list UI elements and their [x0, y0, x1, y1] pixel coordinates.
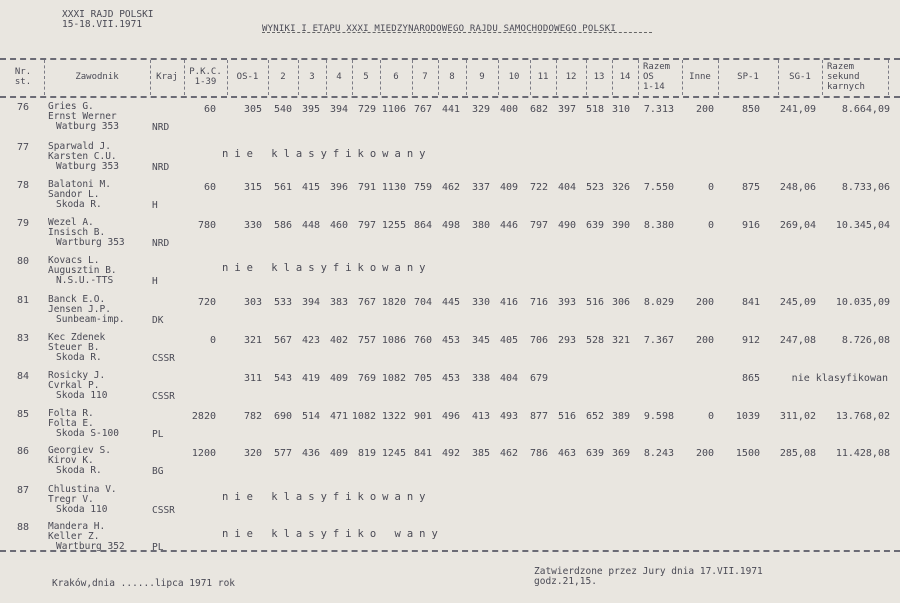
result-cell: 305: [243, 104, 262, 115]
car-model: Skoda 110: [56, 390, 108, 401]
result-cell: 493: [499, 411, 518, 422]
result-cell: 380: [471, 220, 490, 231]
result-cell: 8.029: [643, 297, 674, 308]
result-cell: 10.345,04: [835, 220, 890, 231]
start-number: 81: [17, 295, 30, 306]
header-text: SG-1: [789, 72, 811, 82]
header-nr: [2, 67, 44, 87]
result-cell: 60: [203, 104, 216, 115]
result-cell: 2820: [191, 411, 216, 422]
result-cell: 321: [243, 335, 262, 346]
not-classified-note: nie klasyfikowany: [222, 491, 432, 503]
crew-member: Gries G.: [48, 101, 94, 112]
car-model: Watburg 353: [56, 161, 119, 172]
result-cell: 200: [695, 335, 714, 346]
result-cell: 1039: [735, 411, 760, 422]
result-cell: 780: [197, 220, 216, 231]
result-cell: 320: [243, 448, 262, 459]
start-number: 80: [17, 256, 30, 267]
header-text: 5: [363, 72, 369, 82]
header-text: 9: [479, 72, 485, 82]
start-number: 87: [17, 485, 30, 496]
event-header: [62, 10, 154, 30]
header-c3: [298, 72, 326, 82]
result-cell: 200: [695, 297, 714, 308]
result-cell: 704: [413, 297, 432, 308]
result-cell: 311: [243, 373, 262, 384]
header-text: karnych: [827, 82, 865, 92]
result-cell: 423: [301, 335, 320, 346]
result-cell: 416: [499, 297, 518, 308]
header-text: st.: [14, 77, 32, 87]
result-cell: 912: [741, 335, 760, 346]
result-cell: 757: [357, 335, 376, 346]
result-cell: 402: [329, 335, 348, 346]
result-cell: 1500: [735, 448, 760, 459]
result-cell: 405: [499, 335, 518, 346]
result-cell: 652: [585, 411, 604, 422]
header-text: 2: [280, 72, 286, 82]
result-cell: 0: [707, 411, 714, 422]
header-razem_os: [638, 62, 687, 92]
table-bottom-rule: [0, 550, 900, 552]
header-c4: [326, 72, 352, 82]
result-cell: 722: [529, 182, 548, 193]
country: PL: [152, 429, 164, 440]
result-cell: 404: [557, 182, 576, 193]
country: DK: [152, 315, 164, 326]
not-classified-note: nie klasyfikowany: [222, 262, 432, 274]
result-cell: 409: [329, 373, 348, 384]
result-cell: 533: [273, 297, 292, 308]
result-cell: 705: [413, 373, 432, 384]
result-cell: 8.243: [643, 448, 674, 459]
result-cell: 690: [273, 411, 292, 422]
result-cell: 200: [695, 104, 714, 115]
header-c7: [412, 72, 438, 82]
result-cell: 463: [557, 448, 576, 459]
crew-member: Cvrkal P.: [48, 380, 100, 391]
result-cell: 864: [413, 220, 432, 231]
result-cell: 10.035,09: [835, 297, 890, 308]
header-text: 3: [309, 72, 315, 82]
result-cell: 720: [197, 297, 216, 308]
result-cell: 448: [301, 220, 320, 231]
result-cell: 567: [273, 335, 292, 346]
result-cell: 498: [441, 220, 460, 231]
country: H: [152, 276, 158, 287]
result-cell: 528: [585, 335, 604, 346]
header-text: Razem: [827, 62, 855, 72]
result-cell: 877: [529, 411, 548, 422]
header-inne: [682, 72, 718, 82]
result-cell: 345: [471, 335, 490, 346]
car-model: Sunbeam-imp.: [56, 314, 125, 325]
result-cell: 419: [301, 373, 320, 384]
result-cell: 241,09: [779, 104, 816, 115]
start-number: 78: [17, 180, 30, 191]
result-cell: 577: [273, 448, 292, 459]
result-cell: 445: [441, 297, 460, 308]
result-cell: 8.380: [643, 220, 674, 231]
header-pkc: [184, 67, 227, 87]
result-cell: 523: [585, 182, 604, 193]
result-cell: 786: [529, 448, 548, 459]
car-model: Skoda R.: [56, 199, 102, 210]
result-cell: 875: [741, 182, 760, 193]
result-cell: 436: [301, 448, 320, 459]
result-cell: 729: [357, 104, 376, 115]
result-cell: 767: [413, 104, 432, 115]
header-c11: [530, 72, 556, 82]
result-cell: 1245: [381, 448, 406, 459]
not-classified-note: nie klasyfikowany: [222, 148, 432, 160]
result-cell: 338: [471, 373, 490, 384]
start-number: 77: [17, 142, 30, 153]
car-model: Watburg 353: [56, 121, 119, 132]
header-text: 11: [537, 72, 549, 82]
crew-member: Folta E.: [48, 418, 94, 429]
result-cell: 390: [611, 220, 630, 231]
result-cell: 394: [329, 104, 348, 115]
result-cell: 767: [357, 297, 376, 308]
crew-member: Steuer B.: [48, 342, 100, 353]
country: NRD: [152, 122, 170, 133]
result-cell: 0: [209, 335, 216, 346]
result-cell: 409: [499, 182, 518, 193]
result-cell: 1200: [191, 448, 216, 459]
result-cell: 462: [499, 448, 518, 459]
crew-member: Kirov K.: [48, 455, 94, 466]
competitor: [48, 333, 105, 363]
header-c10: [498, 72, 530, 82]
header-text: Zawodnik: [75, 72, 119, 82]
result-cell: 413: [471, 411, 490, 422]
result-cell: 248,06: [779, 182, 816, 193]
car-model: Skoda S-100: [56, 428, 119, 439]
start-number: 79: [17, 218, 30, 229]
result-cell: 841: [741, 297, 760, 308]
header-text: 6: [393, 72, 399, 82]
car-model: N.S.U.-TTS: [56, 275, 114, 286]
crew-member: Balatoni M.: [48, 179, 111, 190]
header-text: Kraj: [156, 72, 178, 82]
event-name: XXXI RAJD POLSKI: [62, 9, 154, 20]
event-dates: 15-18.VII.1971: [62, 19, 143, 30]
crew-member: Sparwald J.: [48, 141, 111, 152]
competitor: [48, 142, 119, 172]
crew-member: Ernst Werner: [48, 111, 117, 122]
header-text: 12: [565, 72, 577, 82]
header-c2: [268, 72, 298, 82]
header-c6: [380, 72, 412, 82]
result-cell: 321: [611, 335, 630, 346]
result-cell: 385: [471, 448, 490, 459]
header-text: Razem: [643, 62, 671, 72]
not-classified-note: nie klasyfikowan: [791, 373, 888, 384]
result-cell: 389: [611, 411, 630, 422]
car-model: Skoda R.: [56, 352, 102, 363]
car-model: Wartburg 352: [56, 541, 125, 552]
competitor: [48, 522, 125, 552]
crew-member: Mandera H.: [48, 521, 106, 532]
header-c12: [556, 72, 586, 82]
result-cell: 639: [585, 220, 604, 231]
header-text: 13: [593, 72, 605, 82]
result-cell: 400: [499, 104, 518, 115]
crew-member: Chlustina V.: [48, 484, 117, 495]
result-cell: 759: [413, 182, 432, 193]
not-classified-note: nie klasyfiko wany: [222, 528, 444, 540]
result-cell: 245,09: [779, 297, 816, 308]
result-cell: 460: [329, 220, 348, 231]
header-kraj: [150, 72, 184, 82]
result-cell: 393: [557, 297, 576, 308]
country: CSSR: [152, 353, 175, 364]
result-cell: 8.664,09: [841, 104, 890, 115]
start-number: 84: [17, 371, 30, 382]
header-c13: [586, 72, 612, 82]
competitor: [48, 218, 125, 248]
country: NRD: [152, 238, 170, 249]
header-os1: [227, 72, 268, 82]
result-cell: 7.550: [643, 182, 674, 193]
result-cell: 453: [441, 373, 460, 384]
header-text: Nr.: [14, 67, 32, 77]
result-cell: 396: [329, 182, 348, 193]
result-cell: 200: [695, 448, 714, 459]
crew-member: Wezel A.: [48, 217, 94, 228]
country: PL: [152, 542, 164, 553]
result-cell: 1086: [381, 335, 406, 346]
header-text: 8: [449, 72, 455, 82]
header-text: OS: [643, 72, 654, 82]
result-cell: 7.367: [643, 335, 674, 346]
header-text: OS-1: [236, 72, 259, 82]
result-cell: 285,08: [779, 448, 816, 459]
result-cell: 311,02: [779, 411, 816, 422]
result-cell: 1130: [381, 182, 406, 193]
crew-member: Keller Z.: [48, 531, 100, 542]
header-sp1: [718, 72, 778, 82]
crew-member: Jensen J.P.: [48, 304, 111, 315]
header-sg1: [778, 72, 822, 82]
result-cell: 850: [741, 104, 760, 115]
competitor: [48, 256, 117, 286]
header-c14: [612, 72, 638, 82]
title-underline: [262, 32, 652, 33]
header-text: sekund: [827, 72, 860, 82]
result-cell: 9.598: [643, 411, 674, 422]
country: NRD: [152, 162, 170, 173]
document-title: WYNIKI I ETAPU XXXI MIEDZYNARODOWEGO RAJDU SAMOCHODOWEGO POLSKI: [262, 24, 616, 34]
competitor: [48, 295, 125, 325]
result-cell: 11.428,08: [835, 448, 890, 459]
crew-member: Rosicky J.: [48, 370, 106, 381]
result-cell: 415: [301, 182, 320, 193]
result-cell: 490: [557, 220, 576, 231]
result-cell: 306: [611, 297, 630, 308]
result-cell: 916: [741, 220, 760, 231]
header-c5: [352, 72, 380, 82]
result-cell: 8.733,06: [841, 182, 890, 193]
result-cell: 1820: [381, 297, 406, 308]
result-cell: 706: [529, 335, 548, 346]
start-number: 76: [17, 102, 30, 113]
result-cell: 492: [441, 448, 460, 459]
crew-member: Karsten C.U.: [48, 151, 117, 162]
result-cell: 782: [243, 411, 262, 422]
result-cell: 1322: [381, 411, 406, 422]
result-cell: 819: [357, 448, 376, 459]
result-cell: 303: [243, 297, 262, 308]
car-model: Skoda 110: [56, 504, 108, 515]
header-text: 7: [422, 72, 428, 82]
car-model: Skoda R.: [56, 465, 102, 476]
result-cell: 543: [273, 373, 292, 384]
result-cell: 0: [707, 220, 714, 231]
result-cell: 269,04: [779, 220, 816, 231]
result-cell: 395: [301, 104, 320, 115]
approval-time: godz.21,15.: [534, 576, 597, 587]
crew-member: Tregr V.: [48, 494, 94, 505]
header-text: 10: [508, 72, 520, 82]
result-cell: 516: [585, 297, 604, 308]
competitor: [48, 446, 111, 476]
country: BG: [152, 466, 164, 477]
result-cell: 1082: [381, 373, 406, 384]
result-cell: 797: [357, 220, 376, 231]
result-cell: 315: [243, 182, 262, 193]
result-cell: 639: [585, 448, 604, 459]
header-text: 4: [336, 72, 342, 82]
header-text: 1-14: [643, 82, 665, 92]
country: CSSR: [152, 391, 175, 402]
result-cell: 383: [329, 297, 348, 308]
signing-place-date: Kraków,dnia ......lipca 1971 rok: [52, 578, 236, 589]
crew-member: Sandor L.: [48, 189, 100, 200]
result-cell: 8.726,08: [841, 335, 890, 346]
result-cell: 561: [273, 182, 292, 193]
result-cell: 471: [329, 411, 348, 422]
result-cell: 337: [471, 182, 490, 193]
result-cell: 716: [529, 297, 548, 308]
start-number: 88: [17, 522, 30, 533]
result-cell: 369: [611, 448, 630, 459]
result-cell: 394: [301, 297, 320, 308]
crew-member: Kec Zdenek: [48, 332, 106, 343]
result-cell: 0: [707, 182, 714, 193]
result-cell: 769: [357, 373, 376, 384]
result-cell: 586: [273, 220, 292, 231]
result-cell: 326: [611, 182, 630, 193]
header-text: SP-1: [737, 72, 759, 82]
header-text: 14: [619, 72, 631, 82]
result-cell: 518: [585, 104, 604, 115]
start-number: 86: [17, 446, 30, 457]
result-cell: 247,08: [779, 335, 816, 346]
header-bottom-rule: [0, 96, 900, 98]
approval-note: Zatwierdzone przez Jury dnia 17.VII.1971: [534, 566, 763, 577]
result-cell: 462: [441, 182, 460, 193]
result-cell: 841: [413, 448, 432, 459]
result-cell: 514: [301, 411, 320, 422]
result-cell: 7.313: [643, 104, 674, 115]
result-cell: 679: [529, 373, 548, 384]
result-cell: 760: [413, 335, 432, 346]
competitor: [48, 180, 111, 210]
result-cell: 453: [441, 335, 460, 346]
result-cell: 441: [441, 104, 460, 115]
table-top-rule: [0, 58, 900, 60]
result-cell: 409: [329, 448, 348, 459]
result-cell: 446: [499, 220, 518, 231]
car-model: Wartburg 353: [56, 237, 125, 248]
start-number: 85: [17, 409, 30, 420]
result-cell: 797: [529, 220, 548, 231]
result-cell: 901: [413, 411, 432, 422]
result-cell: 60: [203, 182, 216, 193]
competitor: [48, 371, 107, 401]
header-zaw: [44, 72, 150, 82]
header-c9: [466, 72, 498, 82]
crew-member: Banck E.O.: [48, 294, 106, 305]
result-cell: 1106: [381, 104, 406, 115]
result-cell: 682: [529, 104, 548, 115]
crew-member: Insisch B.: [48, 227, 106, 238]
crew-member: Folta R.: [48, 408, 94, 419]
header-text: P.K.C.: [189, 67, 222, 77]
start-number: 83: [17, 333, 30, 344]
result-cell: 865: [741, 373, 760, 384]
result-cell: 330: [471, 297, 490, 308]
country: H: [152, 200, 158, 211]
country: CSSR: [152, 505, 175, 516]
header-text: 1-39: [194, 77, 217, 87]
competitor: [48, 485, 117, 515]
header-razem_sek: [822, 62, 893, 92]
competitor: [48, 102, 119, 132]
result-cell: 516: [557, 411, 576, 422]
result-cell: 330: [243, 220, 262, 231]
result-cell: 1082: [351, 411, 376, 422]
crew-member: Kovacs L.: [48, 255, 100, 266]
result-cell: 791: [357, 182, 376, 193]
result-cell: 310: [611, 104, 630, 115]
result-cell: 293: [557, 335, 576, 346]
result-cell: 13.768,02: [835, 411, 890, 422]
result-cell: 540: [273, 104, 292, 115]
result-cell: 397: [557, 104, 576, 115]
result-cell: 329: [471, 104, 490, 115]
result-cell: 404: [499, 373, 518, 384]
result-cell: 1255: [381, 220, 406, 231]
crew-member: Augusztin B.: [48, 265, 117, 276]
result-cell: 496: [441, 411, 460, 422]
header-c8: [438, 72, 466, 82]
crew-member: Georgiev S.: [48, 445, 111, 456]
competitor: [48, 409, 119, 439]
header-text: Inne: [689, 72, 711, 82]
